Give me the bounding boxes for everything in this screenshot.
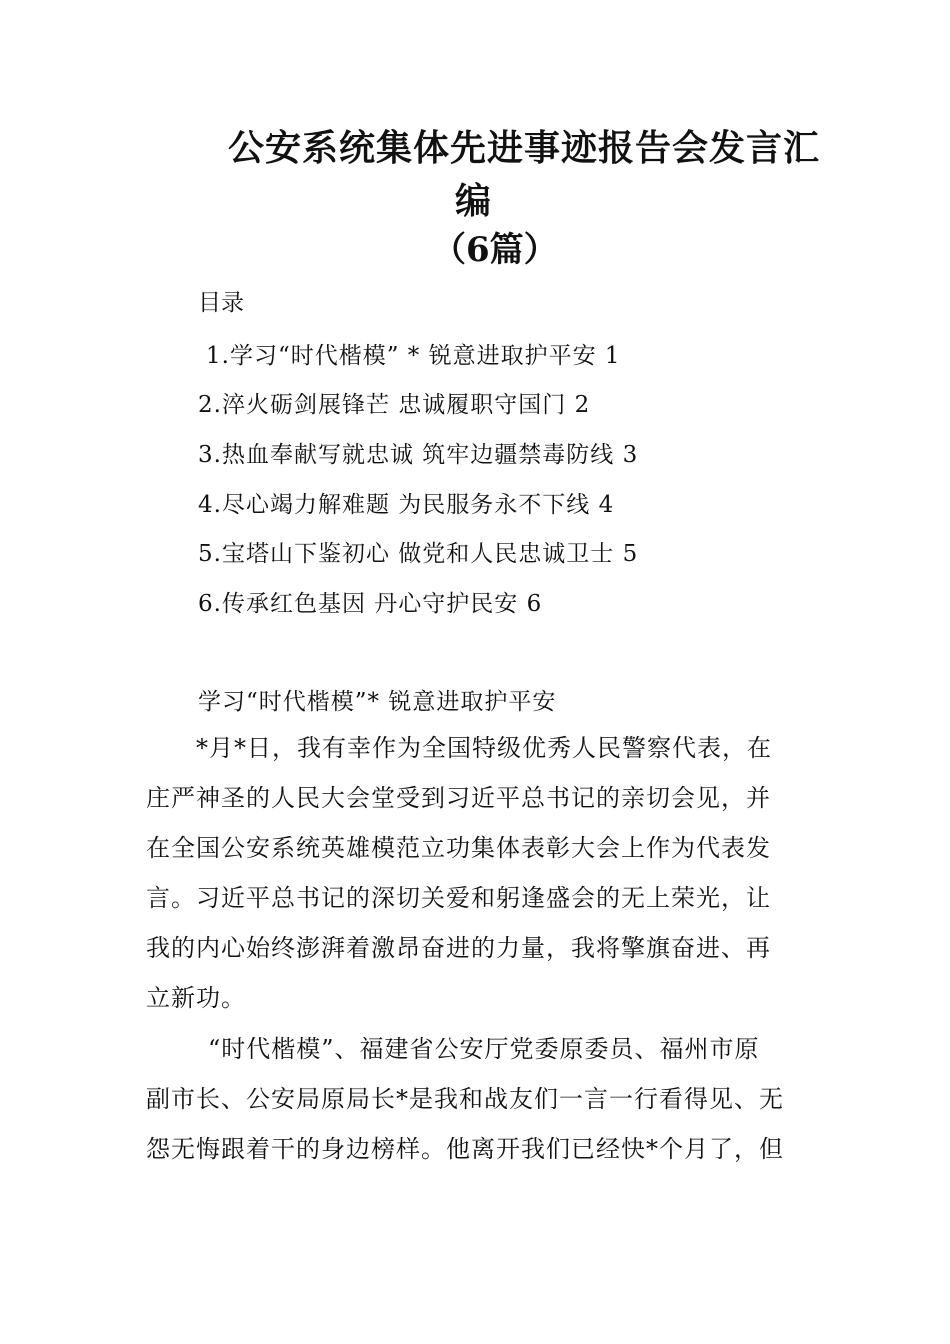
document-subtitle: （6篇） — [432, 230, 558, 270]
paragraph-line: 庄严神圣的人民大会堂受到习近平总书记的亲切会见，并 — [146, 784, 771, 812]
paragraph-line: 立新功。 — [146, 984, 246, 1012]
toc-heading: 目录 — [198, 290, 244, 316]
paragraph-line: *月*日，我有幸作为全国特级优秀人民警察代表，在 — [196, 734, 772, 762]
toc-item: 6.传承红色基因 丹心守护民安 6 — [198, 591, 543, 617]
paragraph-line: 言。习近平总书记的深切关爱和躬逢盛会的无上荣光，让 — [146, 884, 771, 912]
paragraph-line: “时代楷模”、福建省公安厅党委原委员、福州市原 — [208, 1035, 760, 1063]
document-title-continuation: 编 — [455, 180, 492, 222]
paragraph-line: 我的内心始终澎湃着激昂奋进的力量，我将擎旗奋进、再 — [146, 934, 771, 962]
paragraph-line: 在全国公安系统英雄模范立功集体表彰大会上作为代表发 — [146, 834, 771, 862]
paragraph-line: 怨无悔跟着干的身边榜样。他离开我们已经快*个月了，但 — [146, 1135, 784, 1163]
toc-item: 5.宝塔山下鉴初心 做党和人民忠诚卫士 5 — [198, 541, 639, 567]
body-paragraph — [146, 1024, 806, 1174]
body-paragraph — [146, 723, 806, 1023]
paragraph-line: 副市长、公安局原局长*是我和战友们一言一行看得见、无 — [146, 1085, 784, 1113]
toc-item: 4.尽心竭力解难题 为民服务永不下线 4 — [198, 492, 615, 518]
document-title: 公安系统集体先进事迹报告会发言汇 — [228, 127, 821, 169]
toc-item: 3.热血奉献写就忠诚 筑牢边疆禁毒防线 3 — [198, 442, 639, 468]
toc-item: 1.学习“时代楷模” * 锐意进取护平安 1 — [206, 343, 621, 369]
toc-item: 2.淬火砺剑展锋芒 忠诚履职守国门 2 — [198, 392, 591, 418]
section-title: 学习“时代楷模”* 锐意进取护平安 — [198, 689, 557, 715]
